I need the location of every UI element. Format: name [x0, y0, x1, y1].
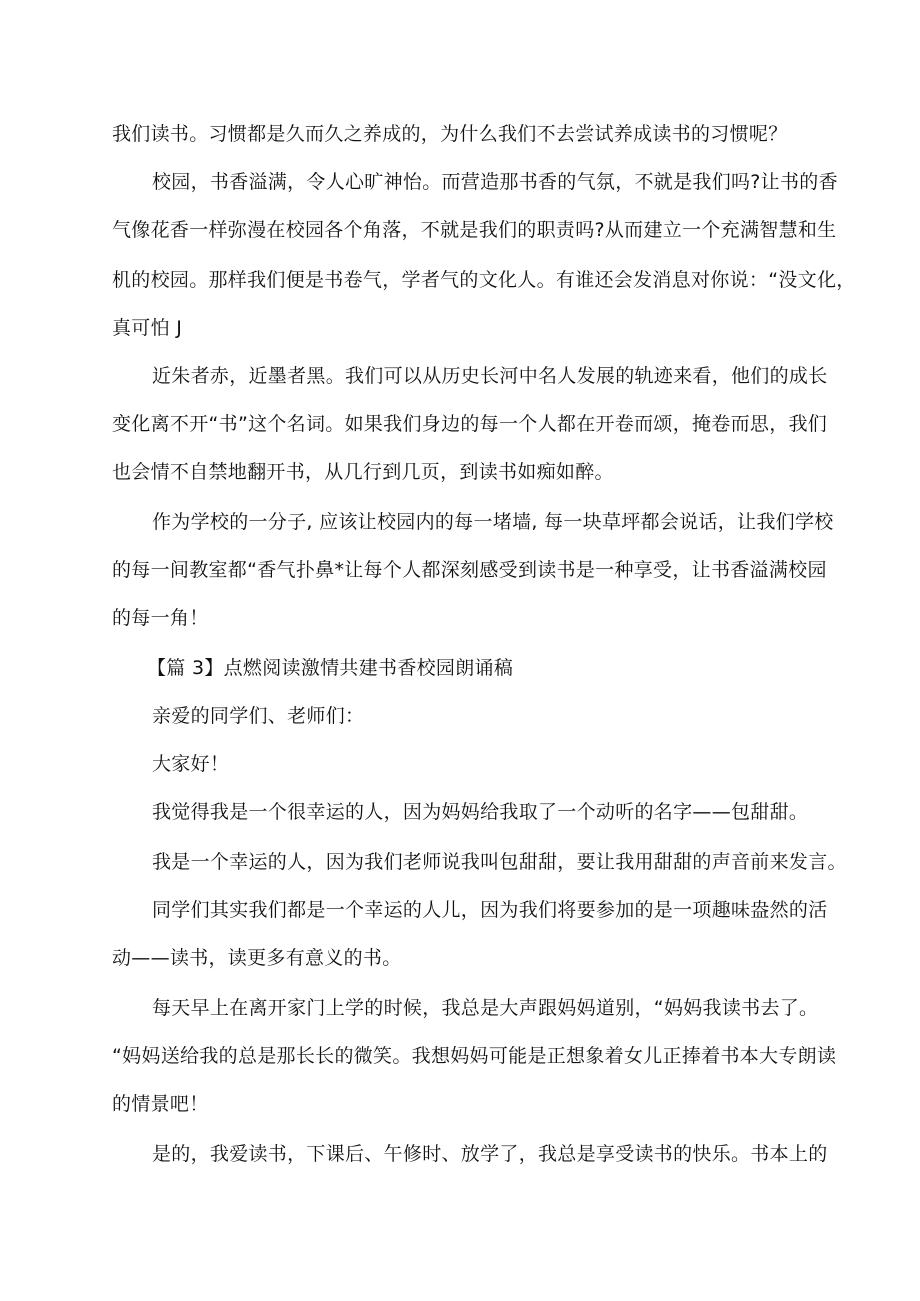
text-line: 的每一间教室都“香气扑鼻*让每个人都深刻感受到读书是一种享受，让书香溢满校园	[112, 559, 827, 581]
text-line: 近朱者赤，近墨者黑。我们可以从历史长河中名人发展的轨迹来看，他们的成长	[152, 365, 828, 387]
text-line: 机的校园。那样我们便是书卷气，学者气的文化人。有谁还会发消息对你说：“没文化，	[112, 269, 856, 291]
text-line: “妈妈送给我的总是那长长的微笑。我想妈妈可能是正想象着女儿正捧着书本大专朗读	[112, 1045, 837, 1067]
text-line: 变化离不开“书”这个名词。如果我们身边的每一个人都在开卷而颂，掩卷而思，我们	[112, 413, 828, 435]
text-line: 校园，书香溢满，令人心旷神怡。而营造那书香的气氛，不就是我们吗?让书的香	[152, 171, 838, 193]
text-line: 我是一个幸运的人，因为我们老师说我叫包甜甜，要让我用甜甜的声音前来发言。	[152, 851, 847, 873]
text-line: 气像花香一样弥漫在校园各个角落，不就是我们的职责吗?从而建立一个充满智慧和生	[112, 219, 837, 241]
text-line: 是的，我爱读书，下课后、午修时、放学了，我总是享受读书的快乐。书本上的	[152, 1143, 828, 1165]
text-line: 我觉得我是一个很幸运的人，因为妈妈给我取了一个动听的名字——包甜甜。	[152, 801, 809, 823]
text-line: 大家好！	[152, 753, 230, 775]
text-line: 的情景吧！	[112, 1093, 209, 1115]
text-line: 动——读书，读更多有意义的书。	[112, 947, 402, 969]
text-line: 我们读书。习惯都是久而久之养成的，为什么我们不去尝试养成读书的习惯呢？	[112, 123, 788, 145]
text-line: 同学们其实我们都是一个幸运的人儿，因为我们将要参加的是一项趣味盎然的活	[152, 899, 828, 921]
text-line: 的每一角！	[112, 607, 209, 629]
text-line: 作为学校的一分子, 应该让校园内的每一堵墙, 每一块草坪都会说话，让我们学校	[152, 511, 834, 533]
text-line: 每天早上在离开家门上学的时候，我总是大声跟妈妈道别，“妈妈我读书去了。	[152, 997, 819, 1019]
text-line: 真可怕 J	[112, 317, 183, 339]
section-heading: 【篇 3】点燃阅读激情共建书香校园朗诵稿	[147, 657, 514, 679]
text-line: 亲爱的同学们、老师们：	[152, 705, 365, 727]
text-line: 也会情不自禁地翻开书，从几行到几页，到读书如痴如醉。	[112, 461, 614, 483]
